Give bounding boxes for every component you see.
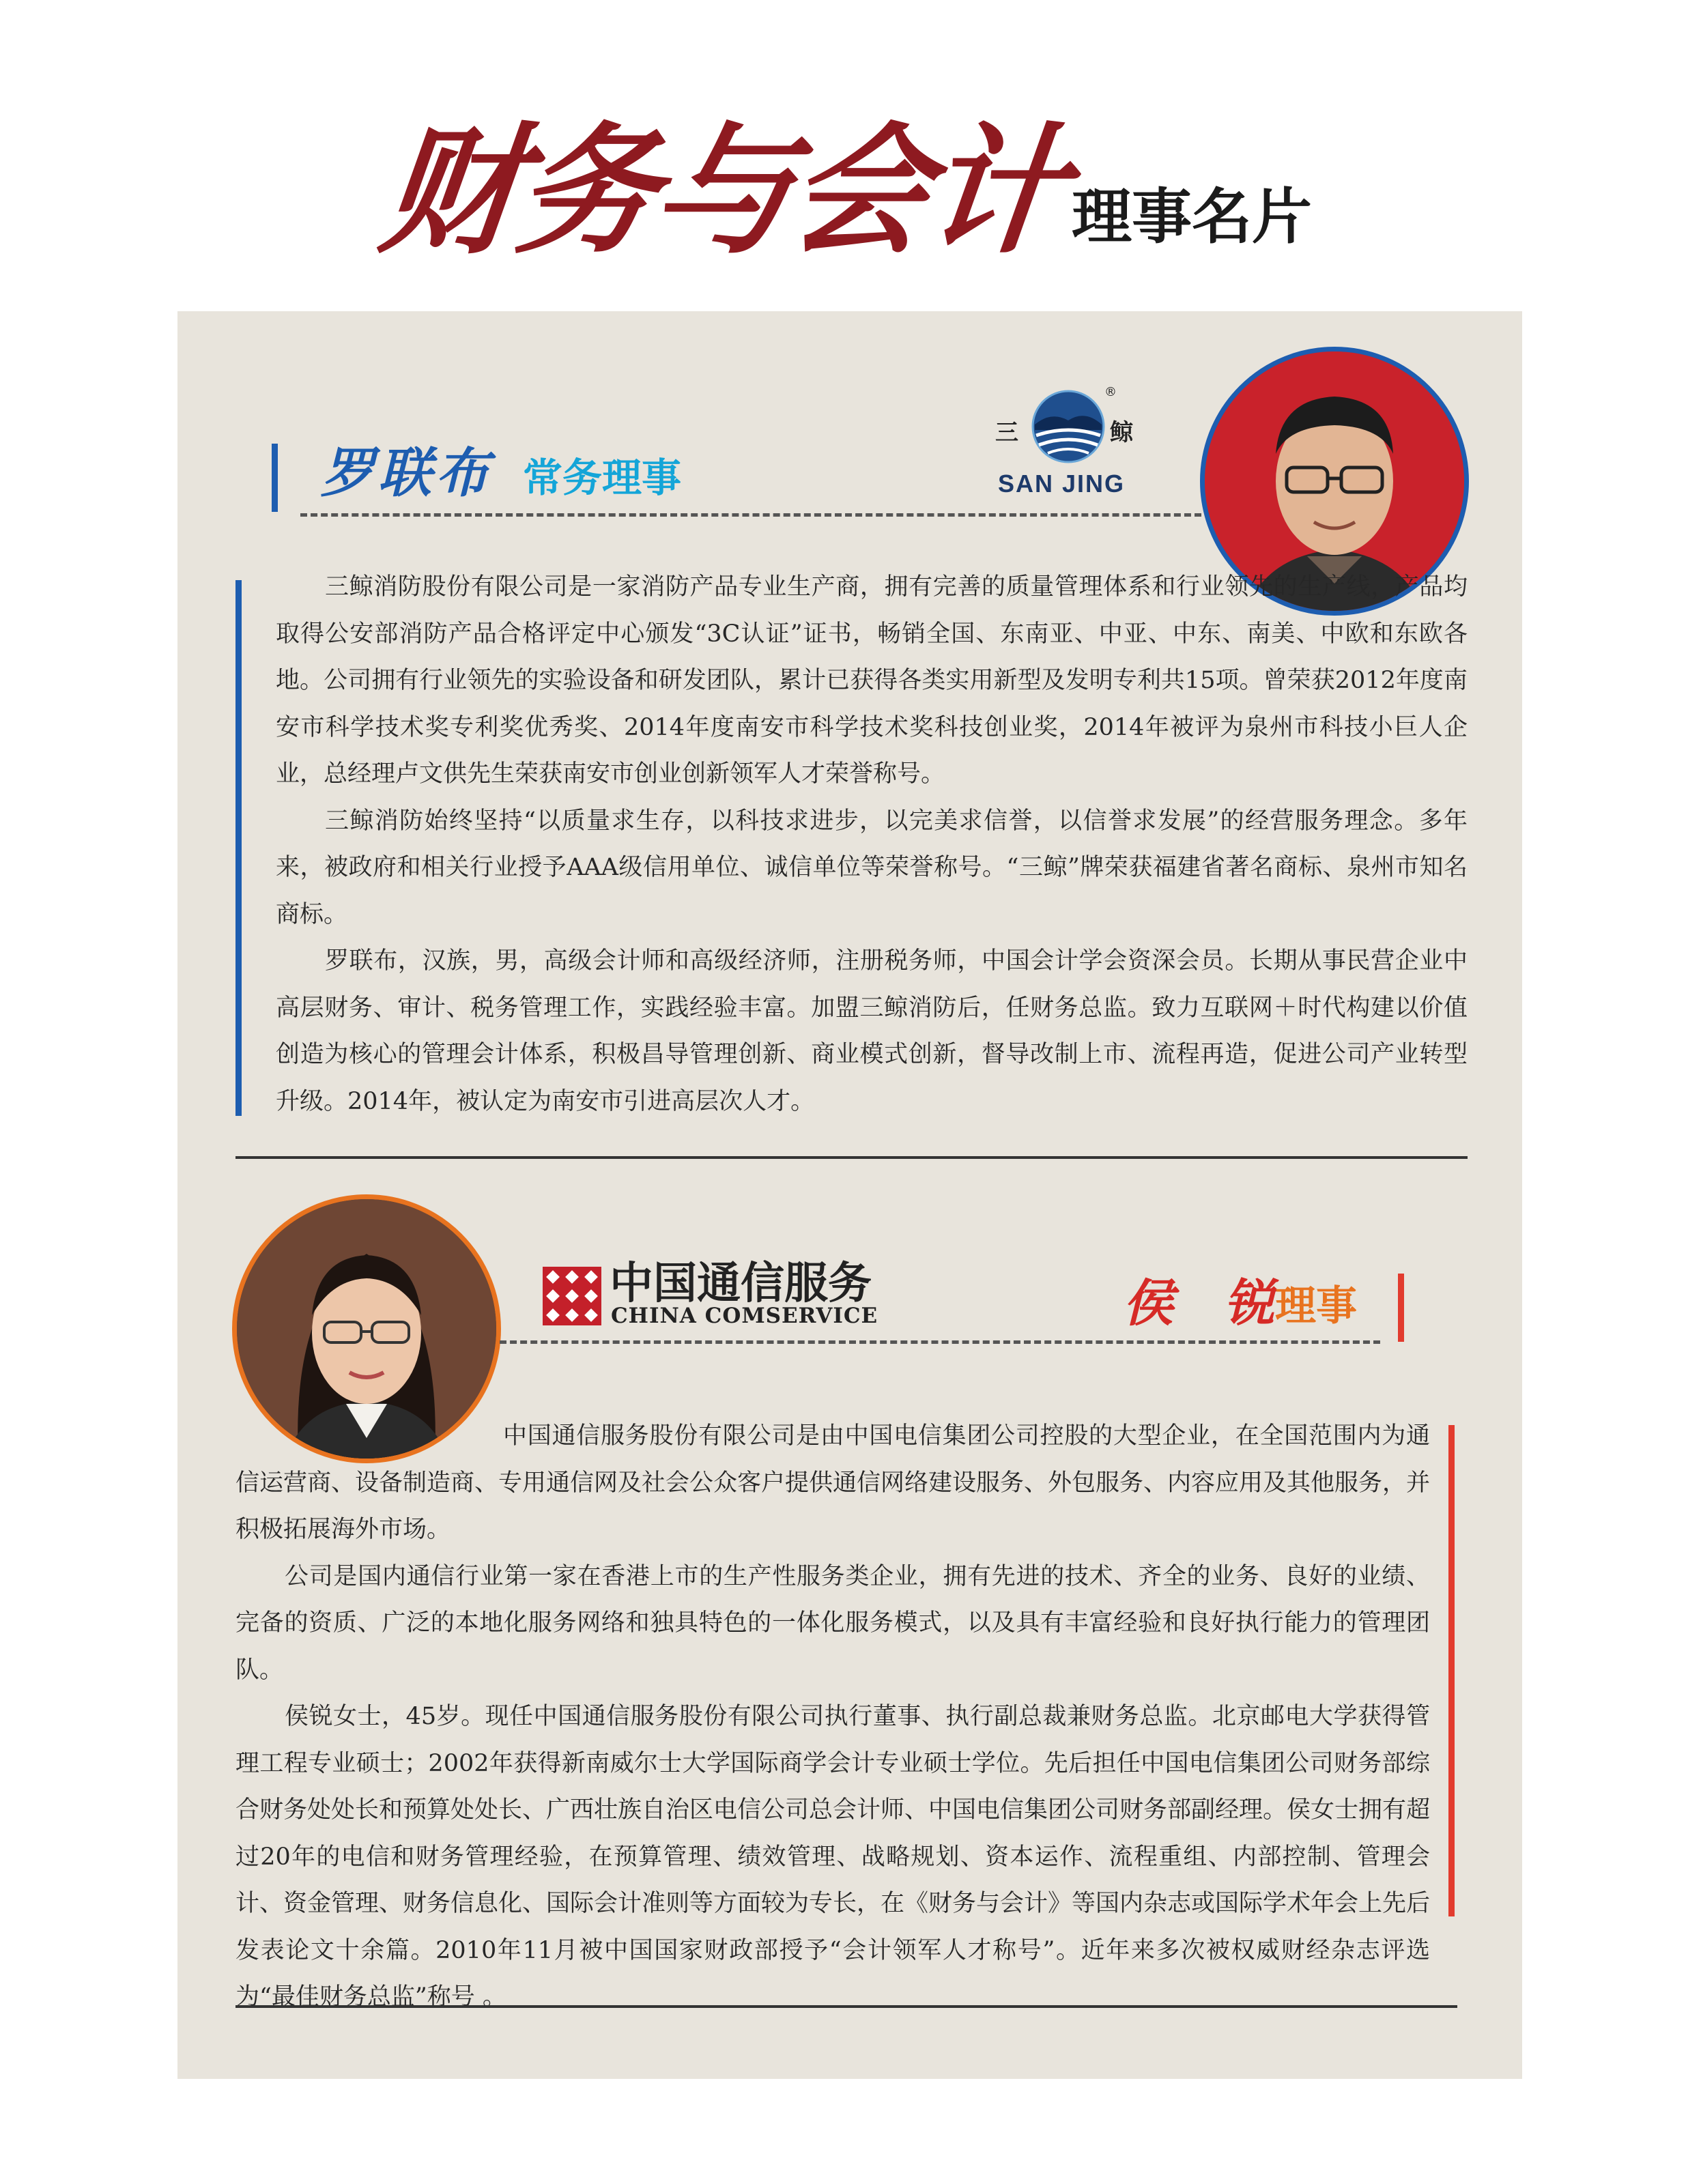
- profile1-paragraph: 罗联布，汉族，男，高级会计师和高级经济师，注册税务师，中国会计学会资深会员。长期从事民营企业中高层财务、审计、税务管理工作，实践经验丰富。加盟三鲸消防后，任财务总监。致力互联网＋时代构建以价值创造为核心的管理会计体系，积极昌导管理创新、商业模式创新，督导改制上市、流程再造，促进公司产业转型升级。2014年，被认定为南安市引进高层次人才。: [276, 947, 1468, 1115]
- profile1-paragraph: 三鲸消防始终坚持“以质量求生存，以科技求进步，以完美求信誉，以信誉求发展”的经营服务理念。多年来，被政府和相关行业授予AAA级信用单位、诚信单位等荣誉称号。“三鲸”牌荣获福建省著名商标、泉州市知名商标。: [276, 807, 1468, 928]
- section-title: 理事名片: [1072, 181, 1313, 252]
- china-comservice-logo: [543, 1259, 878, 1331]
- magazine-title: 财务与会计: [373, 109, 1070, 273]
- profile2-dashed-divider: [500, 1340, 1380, 1344]
- comservice-cn-name: 中国通信服务: [610, 1259, 872, 1309]
- comservice-knot-icon: [543, 1267, 601, 1325]
- sanjing-registered-mark: ®: [1104, 385, 1117, 399]
- profile2-accent-bar: [1398, 1274, 1404, 1342]
- profile2-paragraph: 侯锐女士，45岁。现任中国通信服务股份有限公司执行董事、执行副总裁兼财务总监。北京邮电大学获得管理工程专业硕士；2002年获得新南威尔士大学国际商学会计专业硕士学位。先后担任中国电信集团公司财务部综合财务处处长和预算处处长、广西壮族自治区电信公司总会计师、中国电信集团公司财务部副经理。侯女士拥有超过20年的电信和财务管理经验，在预算管理、绩效管理、战略规划、资本运作、流程重组、内部控制、管理会计、资金管理、财务信息化、国际会计准则等方面较为专长，在《财务与会计》等国内杂志或国际学术年会上先后发表论文十余篇。2010年11月被中国国家财政部授予“会计领军人才称号”。近年来多次被权威财经杂志评选为“最佳财务总监”称号 。: [235, 1703, 1431, 2011]
- sanjing-latin: SAN JING: [998, 470, 1126, 498]
- profile1-role: 常务理事: [523, 455, 682, 501]
- sanjing-char-right: 鲸: [1110, 419, 1133, 446]
- profile1-accent-bar: [272, 444, 278, 512]
- profile-separator: [235, 1156, 1468, 1159]
- profile1-bio: [276, 564, 1468, 1125]
- comservice-en-name: CHINA COMSERVICE: [611, 1304, 878, 1328]
- sanjing-logo: [983, 382, 1140, 498]
- profile1-name: 罗联布: [321, 442, 494, 504]
- profile1-dashed-divider: [300, 513, 1201, 517]
- profile1-paragraph: 三鲸消防股份有限公司是一家消防产品专业生产商，拥有完善的质量管理体系和行业领先的生产线，产品均取得公安部消防产品合格评定中心颁发“3C认证”证书，畅销全国、东南亚、中亚、中东、南美、中欧和东欧各地。公司拥有行业领先的实验设备和研发团队，累计已获得各类实用新型及发明专利共15项。曾荣获2012年度南安市科学技术奖专利奖优秀奖、2014年度南安市科学技术奖科技创业奖，2014年被评为泉州市科技小巨人企业，总经理卢文供先生荣获南安市创业创新领军人才荣誉称号。: [276, 573, 1468, 788]
- profile1-text-bar: [235, 580, 242, 1116]
- profile2-bio: [235, 1413, 1430, 2021]
- bottom-separator: [235, 2005, 1457, 2008]
- profile2-text-bar: [1448, 1425, 1455, 1916]
- profile2-paragraph: 中国通信服务股份有限公司是由中国电信集团公司控股的大型企业，在全国范围内为通信运营商、设备制造商、专用通信网及社会公众客户提供通信网络建设服务、外包服务、内容应用及其他服务，并积极拓展海外市场。: [235, 1422, 1431, 1543]
- sanjing-char-left: 三: [995, 419, 1018, 446]
- profile2-name: 侯 锐: [1123, 1274, 1274, 1333]
- profile2-paragraph: 公司是国内通信行业第一家在香港上市的生产性服务类企业，拥有先进的技术、齐全的业务、良好的业绩、完备的资质、广泛的本地化服务网络和独具特色的一体化服务模式，以及具有丰富经验和良好执行能力的管理团队。: [235, 1562, 1430, 1684]
- profile2-role: 理事: [1275, 1282, 1357, 1330]
